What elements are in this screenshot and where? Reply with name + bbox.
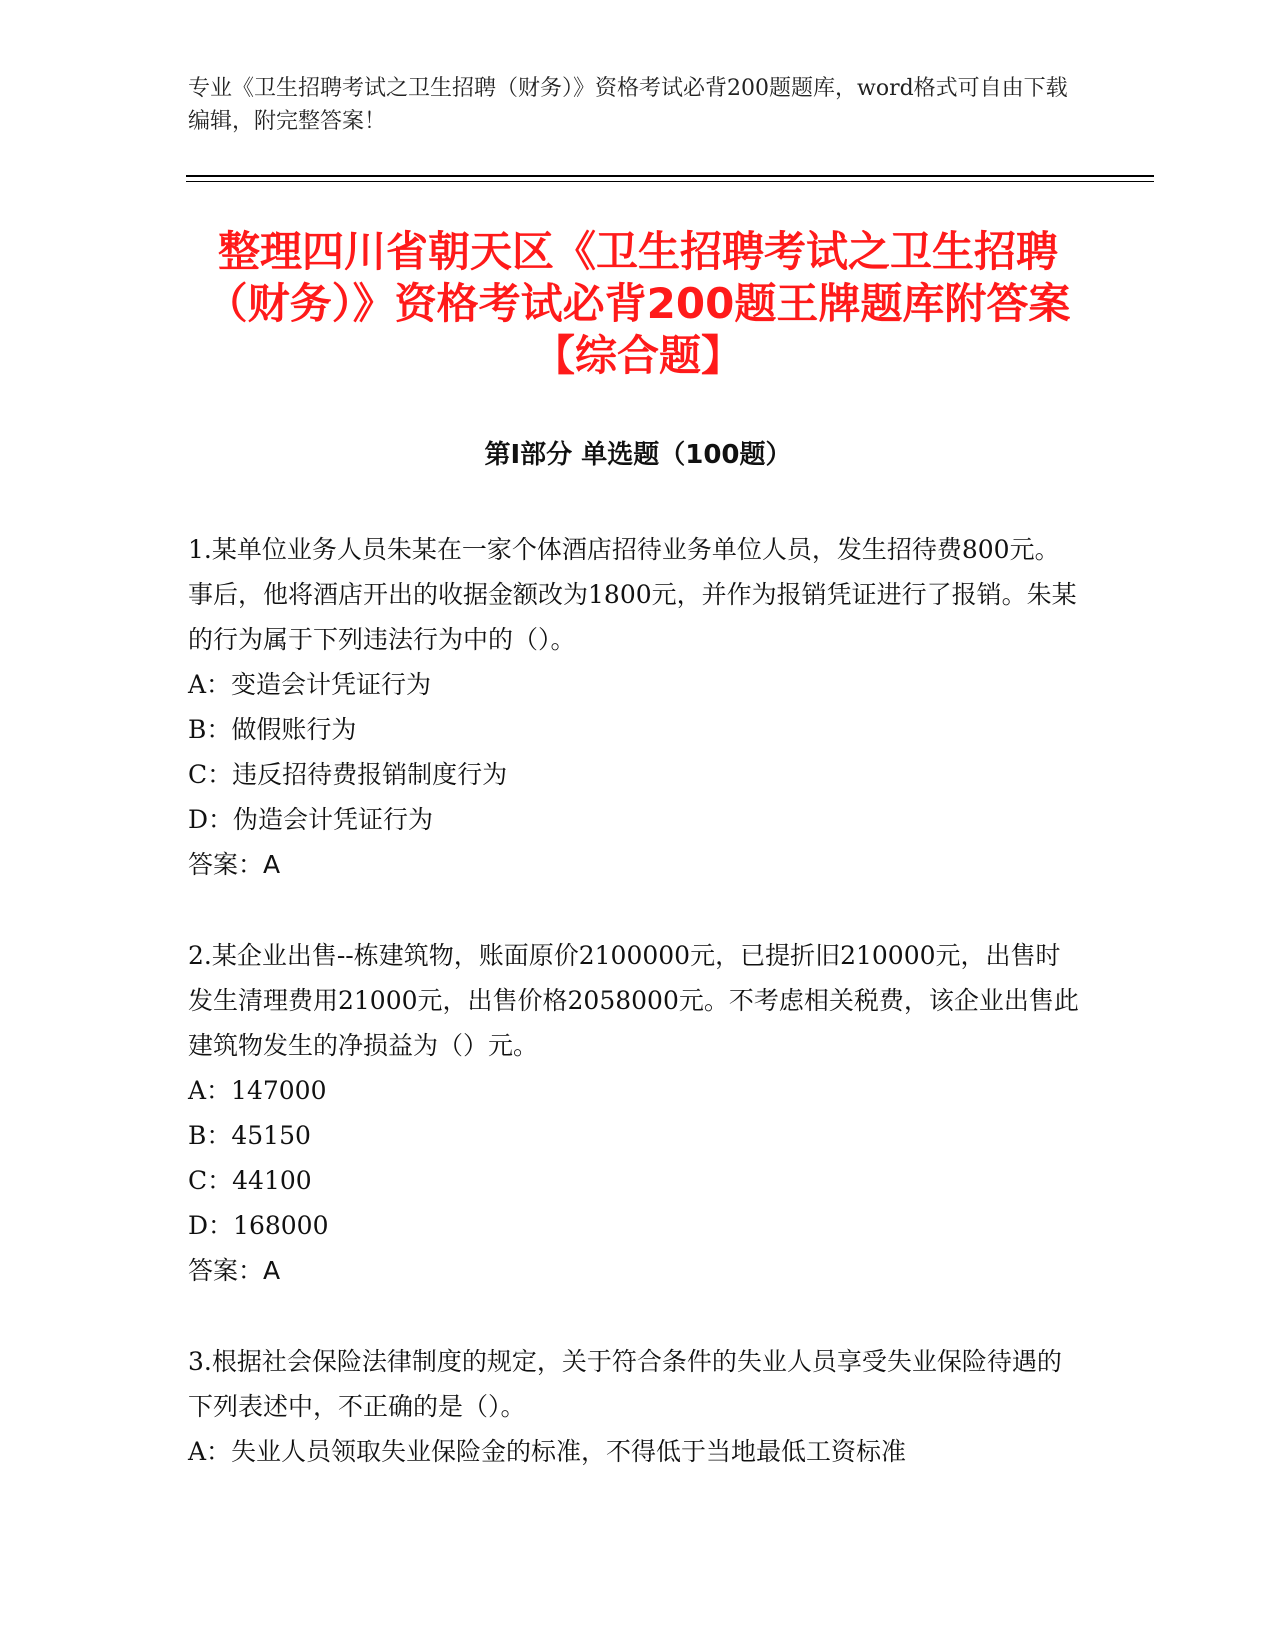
document-title: 整理四川省朝天区《卫生招聘考试之卫生招聘（财务）》资格考试必背200题王牌题库附答案【综合题】	[205, 227, 1071, 380]
answer: 答案：A	[188, 850, 281, 879]
option-a: A：147000	[188, 1076, 327, 1105]
answer: 答案：A	[188, 1256, 281, 1285]
option-d: D：168000	[188, 1211, 329, 1240]
option-c: C：违反招待费报销制度行为	[188, 760, 508, 789]
question-3	[188, 1339, 1083, 1474]
header-note: 专业《卫生招聘考试之卫生招聘（财务）》资格考试必背200题题库，word格式可自由下载编辑，附完整答案！	[188, 76, 1068, 134]
section-title: 第Ⅰ部分 单选题（100题）	[484, 440, 792, 470]
header-divider	[186, 175, 1154, 177]
question-text: 1.某单位业务人员朱某在一家个体酒店招待业务单位人员，发生招待费800元。事后，他将酒店开出的收据金额改为1800元，并作为报销凭证进行了报销。朱某的行为属于下列违法行为中的（）。	[188, 535, 1077, 654]
question-list	[188, 527, 1083, 1520]
option-b: B：45150	[188, 1121, 311, 1150]
question-text: 2.某企业出售--栋建筑物，账面原价2100000元，已提折旧210000元，出售时发生清理费用21000元，出售价格2058000元。不考虑相关税费，该企业出售此建筑物发生的净损益为（）元。	[188, 941, 1079, 1060]
option-c: C：44100	[188, 1166, 312, 1195]
header-divider-thin	[186, 181, 1154, 182]
question-1	[188, 527, 1083, 887]
question-text: 3.根据社会保险法律制度的规定，关于符合条件的失业人员享受失业保险待遇的下列表述中，不正确的是（）。	[188, 1347, 1062, 1421]
option-b: B：做假账行为	[188, 715, 357, 744]
option-a: A：失业人员领取失业保险金的标准，不得低于当地最低工资标准	[188, 1437, 907, 1466]
question-2	[188, 933, 1083, 1293]
option-a: A：变造会计凭证行为	[188, 670, 432, 699]
option-d: D：伪造会计凭证行为	[188, 805, 434, 834]
